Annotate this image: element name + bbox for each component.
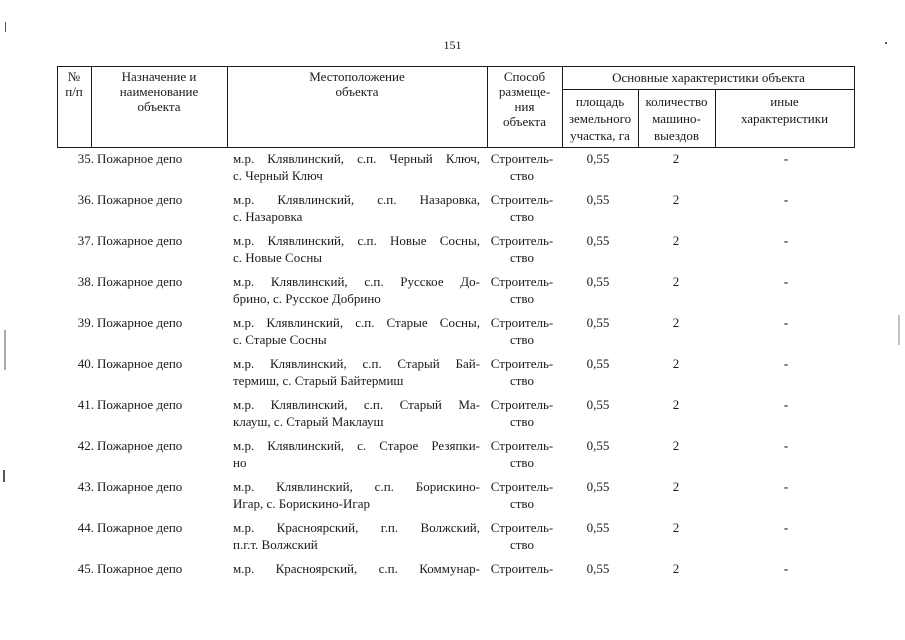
placement-method (486, 150, 558, 184)
other-characteristics: - (783, 151, 789, 166)
method-line-1: Строитель- (490, 397, 554, 412)
placement-method (486, 519, 558, 553)
land-area: 0,55 (586, 438, 610, 453)
location-line-2: с. Назаровка (233, 209, 303, 224)
object-name: Пожарное депо (97, 479, 183, 494)
table-row (57, 519, 855, 560)
placement-method (486, 478, 558, 512)
land-area: 0,55 (586, 561, 610, 576)
land-area: 0,55 (586, 233, 610, 248)
row-number: 43. (77, 479, 94, 494)
table-row (57, 314, 855, 355)
row-number: 40. (77, 356, 94, 371)
scan-speck (3, 470, 5, 482)
scan-speck (5, 22, 6, 32)
vehicle-count: 2 (672, 561, 680, 576)
location-line-1: м.р. Красноярский, г.п. Волжский, (233, 520, 480, 535)
row-number: 42. (77, 438, 94, 453)
land-area: 0,55 (586, 397, 610, 412)
location-line-1: м.р. Клявлинский, с.п. Старый Ма- (233, 397, 480, 412)
method-line-2: ство (509, 332, 534, 347)
other-characteristics: - (783, 520, 789, 535)
method-line-1: Строитель- (490, 561, 554, 576)
placement-method (486, 355, 558, 389)
col-header-number: № п/п (65, 69, 83, 99)
other-characteristics: - (783, 561, 789, 576)
other-characteristics: - (783, 192, 789, 207)
vehicle-count: 2 (672, 356, 680, 371)
method-line-1: Строитель- (490, 274, 554, 289)
col-header-name: Назначение и наименование объекта (119, 69, 199, 114)
location-line-2: термиш, с. Старый Байтермиш (233, 373, 404, 388)
object-name: Пожарное депо (97, 520, 183, 535)
land-area: 0,55 (586, 479, 610, 494)
land-area: 0,55 (586, 356, 610, 371)
method-line-1: Строитель- (490, 233, 554, 248)
object-location (233, 478, 480, 512)
table-row (57, 478, 855, 519)
placement-method (486, 396, 558, 430)
location-line-2: с. Старые Сосны (233, 332, 327, 347)
object-name: Пожарное депо (97, 151, 183, 166)
row-number: 41. (77, 397, 94, 412)
col-header-main-characteristics: Основные характеристики объекта (612, 70, 805, 85)
col-header-count: количество машино- выездов (645, 94, 708, 143)
table-row (57, 355, 855, 396)
method-line-2: ство (509, 414, 534, 429)
location-line-1: м.р. Клявлинский, с.п. Старые Сосны, (233, 315, 480, 330)
method-line-1: Строитель- (490, 479, 554, 494)
location-line-2: п.г.т. Волжский (233, 537, 318, 552)
location-line-1: м.р. Клявлинский, с.п. Новые Сосны, (233, 233, 480, 248)
method-line-2: ство (509, 291, 534, 306)
row-number: 36. (77, 192, 94, 207)
vehicle-count: 2 (672, 274, 680, 289)
object-name: Пожарное депо (97, 356, 183, 371)
scan-speck (885, 42, 887, 44)
other-characteristics: - (783, 233, 789, 248)
object-location (233, 355, 480, 389)
other-characteristics: - (783, 356, 789, 371)
land-area: 0,55 (586, 151, 610, 166)
land-area: 0,55 (586, 520, 610, 535)
header-bottom-border (57, 147, 855, 148)
placement-method (486, 437, 558, 471)
object-location (233, 314, 480, 348)
placement-method (486, 191, 558, 225)
land-area: 0,55 (586, 192, 610, 207)
table-header (57, 66, 855, 148)
table-row (57, 273, 855, 314)
location-line-2: с. Черный Ключ (233, 168, 323, 183)
table-row (57, 437, 855, 478)
row-number: 39. (77, 315, 94, 330)
vehicle-count: 2 (672, 151, 680, 166)
land-area: 0,55 (586, 315, 610, 330)
location-line-1: м.р. Клявлинский, с.п. Назаровка, (233, 192, 480, 207)
object-name: Пожарное депо (97, 233, 183, 248)
object-location (233, 519, 480, 553)
other-characteristics: - (783, 315, 789, 330)
location-line-2: Игар, с. Борискино-Игар (233, 496, 371, 511)
location-line-1: м.р. Клявлинский, с.п. Борискино- (233, 479, 480, 494)
col-header-area: площадь земельного участка, га (568, 94, 632, 143)
table-row (57, 560, 855, 601)
vehicle-count: 2 (672, 315, 680, 330)
placement-method (486, 560, 558, 577)
method-line-2: ство (509, 373, 534, 388)
method-line-1: Строитель- (490, 315, 554, 330)
location-line-1: м.р. Клявлинский, с.п. Черный Ключ, (233, 151, 480, 166)
object-name: Пожарное депо (97, 397, 183, 412)
row-number: 35. (77, 151, 94, 166)
page-number: 151 (443, 38, 462, 52)
method-line-1: Строитель- (490, 520, 554, 535)
method-line-2: ство (509, 168, 534, 183)
object-location (233, 232, 480, 266)
location-line-1: м.р. Клявлинский, с.п. Русское До- (233, 274, 480, 289)
vehicle-count: 2 (672, 192, 680, 207)
object-name: Пожарное депо (97, 561, 183, 576)
other-characteristics: - (783, 274, 789, 289)
table-row (57, 396, 855, 437)
header-mid-border (562, 89, 855, 90)
object-location (233, 396, 480, 430)
vehicle-count: 2 (672, 438, 680, 453)
method-line-1: Строитель- (490, 192, 554, 207)
vehicle-count: 2 (672, 479, 680, 494)
vehicle-count: 2 (672, 520, 680, 535)
object-location (233, 150, 480, 184)
placement-method (486, 232, 558, 266)
table-row (57, 191, 855, 232)
method-line-1: Строитель- (490, 356, 554, 371)
method-line-1: Строитель- (490, 438, 554, 453)
object-location (233, 273, 480, 307)
method-line-2: ство (509, 209, 534, 224)
location-line-2: брино, с. Русское Добрино (233, 291, 381, 306)
col-header-method: Способ размеще- ния объекта (498, 69, 551, 129)
object-name: Пожарное депо (97, 315, 183, 330)
header-top-border (57, 66, 855, 67)
method-line-2: ство (509, 496, 534, 511)
vehicle-count: 2 (672, 397, 680, 412)
method-line-2: ство (509, 455, 534, 470)
location-line-1: м.р. Клявлинский, с. Старое Резяпки- (233, 438, 480, 453)
object-name: Пожарное депо (97, 438, 183, 453)
land-area: 0,55 (586, 274, 610, 289)
location-line-1: м.р. Красноярский, с.п. Коммунар- (233, 561, 480, 576)
vehicle-count: 2 (672, 233, 680, 248)
row-number: 45. (77, 561, 94, 576)
placement-method (486, 273, 558, 307)
location-line-2: с. Новые Сосны (233, 250, 323, 265)
location-line-2: но (233, 455, 247, 470)
object-location (233, 191, 480, 225)
object-name: Пожарное депо (97, 192, 183, 207)
object-location (233, 437, 480, 471)
object-name: Пожарное депо (97, 274, 183, 289)
row-number: 38. (77, 274, 94, 289)
row-number: 37. (77, 233, 94, 248)
method-line-1: Строитель- (490, 151, 554, 166)
col-header-location: Местоположение объекта (309, 69, 405, 99)
object-location (233, 560, 480, 577)
table-body (57, 150, 855, 601)
row-number: 44. (77, 520, 94, 535)
col-header-other: иные характеристики (740, 94, 829, 126)
table-row (57, 150, 855, 191)
other-characteristics: - (783, 397, 789, 412)
other-characteristics: - (783, 438, 789, 453)
table-row (57, 232, 855, 273)
method-line-2: ство (509, 250, 534, 265)
other-characteristics: - (783, 479, 789, 494)
scan-speck (4, 330, 6, 370)
placement-method (486, 314, 558, 348)
method-line-2: ство (509, 537, 534, 552)
location-line-2: клауш, с. Старый Маклауш (233, 414, 384, 429)
scan-speck (898, 315, 900, 345)
location-line-1: м.р. Клявлинский, с.п. Старый Бай- (233, 356, 480, 371)
